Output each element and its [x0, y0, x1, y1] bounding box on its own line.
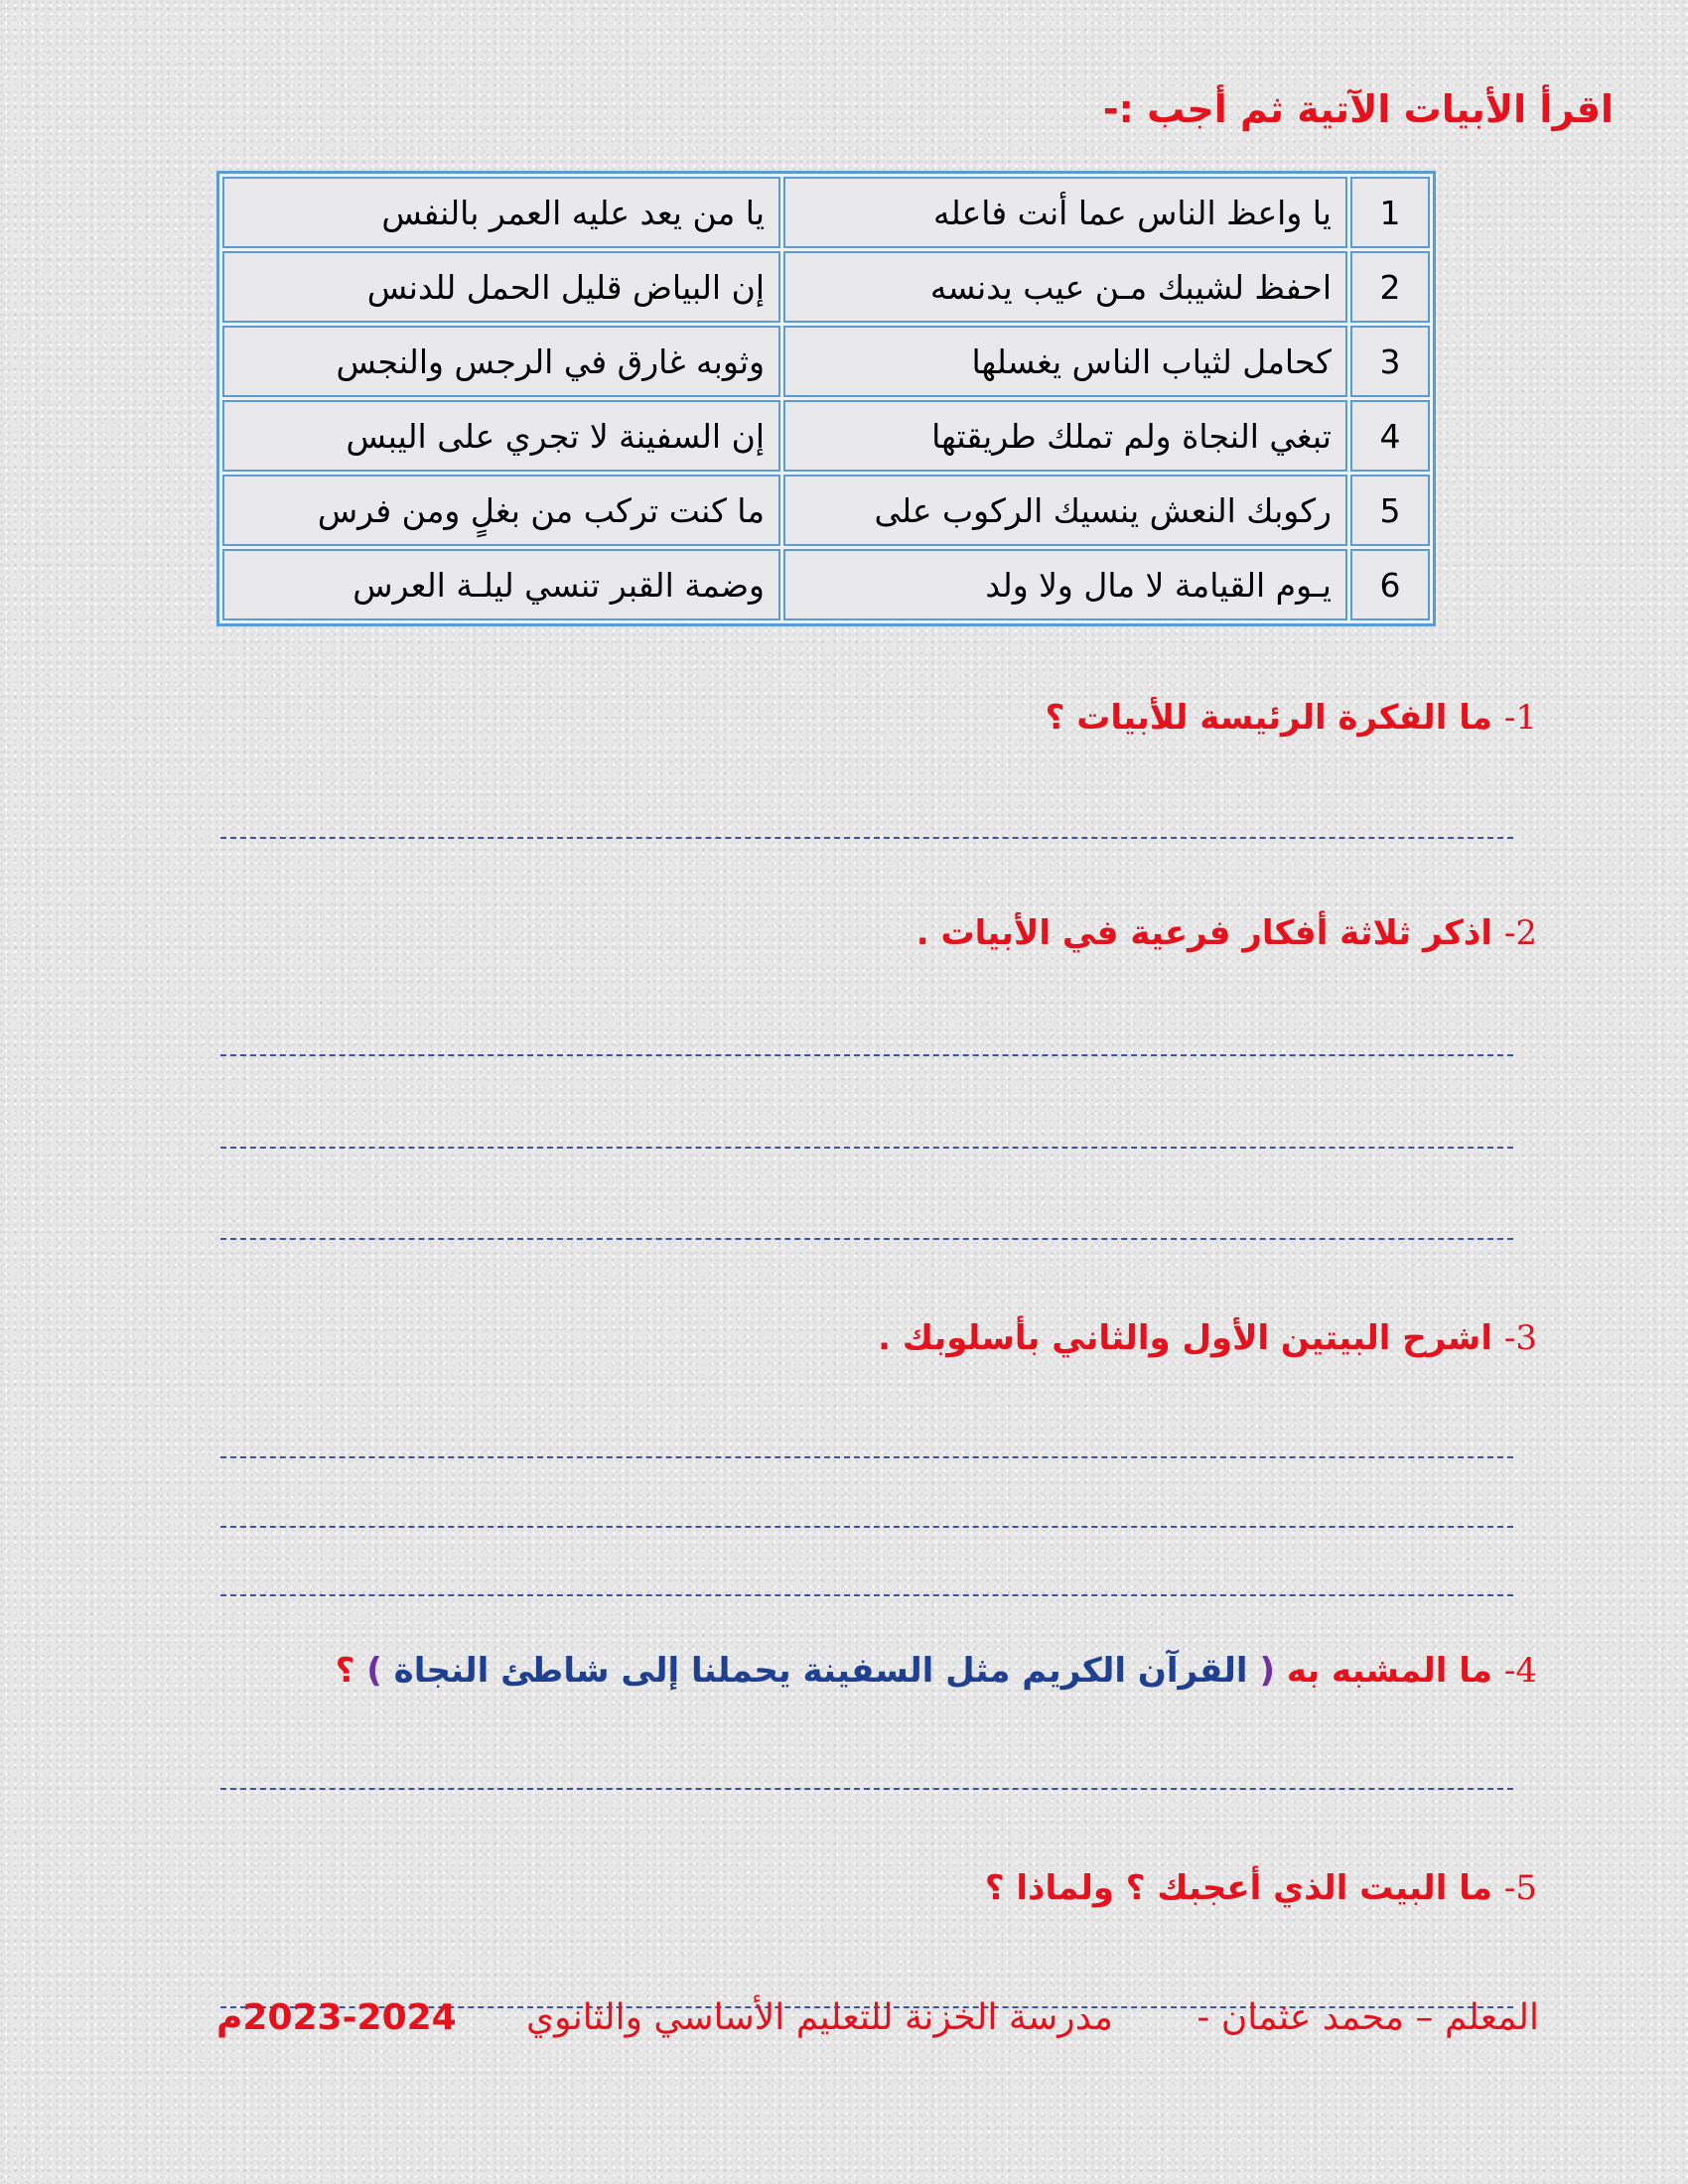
answer-line-q2-b[interactable] — [220, 1147, 1513, 1149]
answer-line-q3-a[interactable] — [220, 1456, 1513, 1458]
question-mark: ؟ — [335, 1651, 355, 1691]
footer-school: مدرسة الخزنة للتعليم الأساسي والثانوي — [526, 1997, 1113, 2038]
verse-second-hemistich: ما كنت تركب من بغلٍ ومن فرس — [222, 475, 780, 546]
question-1 — [1046, 698, 1537, 738]
verse-number: 5 — [1350, 475, 1430, 546]
verse-number: 2 — [1350, 251, 1430, 323]
question-number: 3- — [1503, 1318, 1537, 1358]
open-paren: ( — [1259, 1651, 1275, 1691]
question-number: 5- — [1503, 1868, 1537, 1908]
question-5 — [985, 1868, 1537, 1908]
table-row — [222, 549, 1430, 620]
verse-number: 6 — [1350, 549, 1430, 620]
verse-second-hemistich: إن البياض قليل الحمل للدنس — [222, 251, 780, 323]
answer-line-q1[interactable] — [220, 837, 1513, 839]
question-number: 2- — [1503, 913, 1537, 953]
table-row — [222, 177, 1430, 248]
question-text: اشرح البيتين الأول والثاني بأسلوبك . — [878, 1318, 1493, 1358]
question-number: 4- — [1503, 1651, 1537, 1691]
question-number: 1- — [1503, 698, 1537, 738]
verse-second-hemistich: إن السفينة لا تجري على اليبس — [222, 400, 780, 472]
close-paren: ) — [366, 1651, 382, 1691]
table-row — [222, 400, 1430, 472]
table-row — [222, 326, 1430, 397]
verse-first-hemistich: تبغي النجاة ولم تملك طريقتها — [783, 400, 1347, 472]
question-text: ما المشبه به — [1286, 1651, 1493, 1691]
table-row — [222, 251, 1430, 323]
question-text: ما البيت الذي أعجبك ؟ ولماذا ؟ — [984, 1868, 1493, 1908]
verse-number: 1 — [1350, 177, 1430, 248]
question-2 — [916, 913, 1537, 953]
verse-second-hemistich: يا من يعد عليه العمر بالنفس — [222, 177, 780, 248]
verse-first-hemistich: احفظ لشيبك مـن عيب يدنسه — [783, 251, 1347, 323]
answer-line-q4[interactable] — [220, 1788, 1513, 1790]
answer-line-q2-a[interactable] — [220, 1054, 1513, 1056]
verse-first-hemistich: يا واعظ الناس عما أنت فاعله — [783, 177, 1347, 248]
question-4 — [336, 1651, 1537, 1691]
question-text: ما الفكرة الرئيسة للأبيات ؟ — [1045, 698, 1493, 738]
footer-teacher: المعلم – محمد عثمان - — [1196, 1997, 1539, 2038]
footer-year: 2023-2024م — [216, 1997, 457, 2038]
answer-line-q3-b[interactable] — [220, 1526, 1513, 1528]
verse-second-hemistich: وثوبه غارق في الرجس والنجس — [222, 326, 780, 397]
poem-table — [216, 171, 1436, 626]
question-quote: القرآن الكريم مثل السفينة يحملنا إلى شاطئ النجاة — [393, 1651, 1248, 1691]
worksheet-heading: اقرأ الأبيات الآتية ثم أجب :- — [1102, 87, 1614, 131]
verse-first-hemistich: ركوبك النعش ينسيك الركوب على — [783, 475, 1347, 546]
question-3 — [878, 1318, 1537, 1358]
verse-number: 4 — [1350, 400, 1430, 472]
verse-first-hemistich: كحامل لثياب الناس يغسلها — [783, 326, 1347, 397]
question-text: اذكر ثلاثة أفكار فرعية في الأبيات . — [915, 913, 1493, 953]
answer-line-q2-c[interactable] — [220, 1238, 1513, 1240]
table-row — [222, 475, 1430, 546]
answer-line-q3-c[interactable] — [220, 1594, 1513, 1596]
verse-first-hemistich: يـوم القيامة لا مال ولا ولد — [783, 549, 1347, 620]
verse-second-hemistich: وضمة القبر تنسي ليلـة العرس — [222, 549, 780, 620]
verse-number: 3 — [1350, 326, 1430, 397]
